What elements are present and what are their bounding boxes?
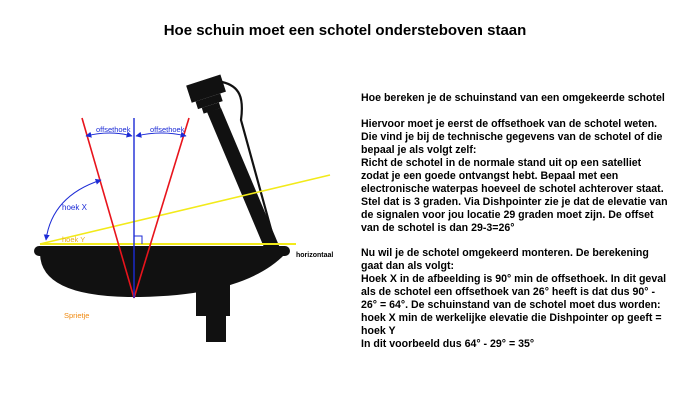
explanation-heading: Hoe bereken je de schuinstand van een omgekeerde schotel <box>361 92 665 104</box>
text-line: gaat dan als volgt: <box>361 260 455 272</box>
page-title: Hoe schuin moet een schotel ondersteboven staan <box>163 22 527 39</box>
text-line: 26° = 64°. De schuinstand van de schotel moet dus worden: <box>361 299 661 311</box>
hoek-y-label: hoek Y <box>62 235 86 244</box>
offset-label-left: offsethoek <box>96 125 131 134</box>
text-line: Hoek X in de afbeelding is 90° min de offsethoek. In dit geval <box>361 273 667 285</box>
hoek-x-label: hoek X <box>62 203 87 212</box>
text-line: Richt de schotel in de normale stand uit op een satelliet <box>361 157 642 169</box>
horizontaal-label: horizontaal <box>296 252 334 259</box>
text-line: In dit voorbeeld dus 64° - 29° = 35° <box>361 338 535 350</box>
explanation-paragraph-2 <box>361 247 679 351</box>
text-line: hoek Y <box>361 325 396 337</box>
text-line: Nu wil je de schotel omgekeerd monteren. De berekening <box>361 247 649 259</box>
text-line: van de schotel is dan 29-3=26° <box>361 222 515 234</box>
dish-body <box>34 246 290 342</box>
explanation-paragraph-1 <box>361 118 679 235</box>
text-line: Die vind je bij de technische gegevens van de schotel of die <box>361 131 663 143</box>
text-line: zodat je een goede ontvangst hebt. Bepaal met een <box>361 170 619 182</box>
explanation-panel <box>361 92 679 363</box>
sprietje-label: Sprietje <box>64 311 90 320</box>
text-line: Stel dat is 3 graden. Via Dishpointer zie je dat de elevatie van <box>361 196 668 208</box>
text-line: electronische waterpas hoeveel de schotel achterover staat. <box>361 183 664 195</box>
text-line: hoek X min de werkelijke elevatie die Dishpointer op geeft = <box>361 312 662 324</box>
lnb-arm <box>186 75 280 252</box>
text-line: als de schotel een offsethoek van 26° heeft is dat dus 90° - <box>361 286 656 298</box>
right-angle-marker <box>134 236 142 244</box>
text-line: bepaal je als volgt zelf: <box>361 144 477 156</box>
text-line: de signalen voor jou locatie 29 graden moet zijn. De offset <box>361 209 654 221</box>
text-line: Hiervoor moet je eerst de offsethoek van de schotel weten. <box>361 118 658 130</box>
offset-label-right: offsethoek <box>150 125 185 134</box>
